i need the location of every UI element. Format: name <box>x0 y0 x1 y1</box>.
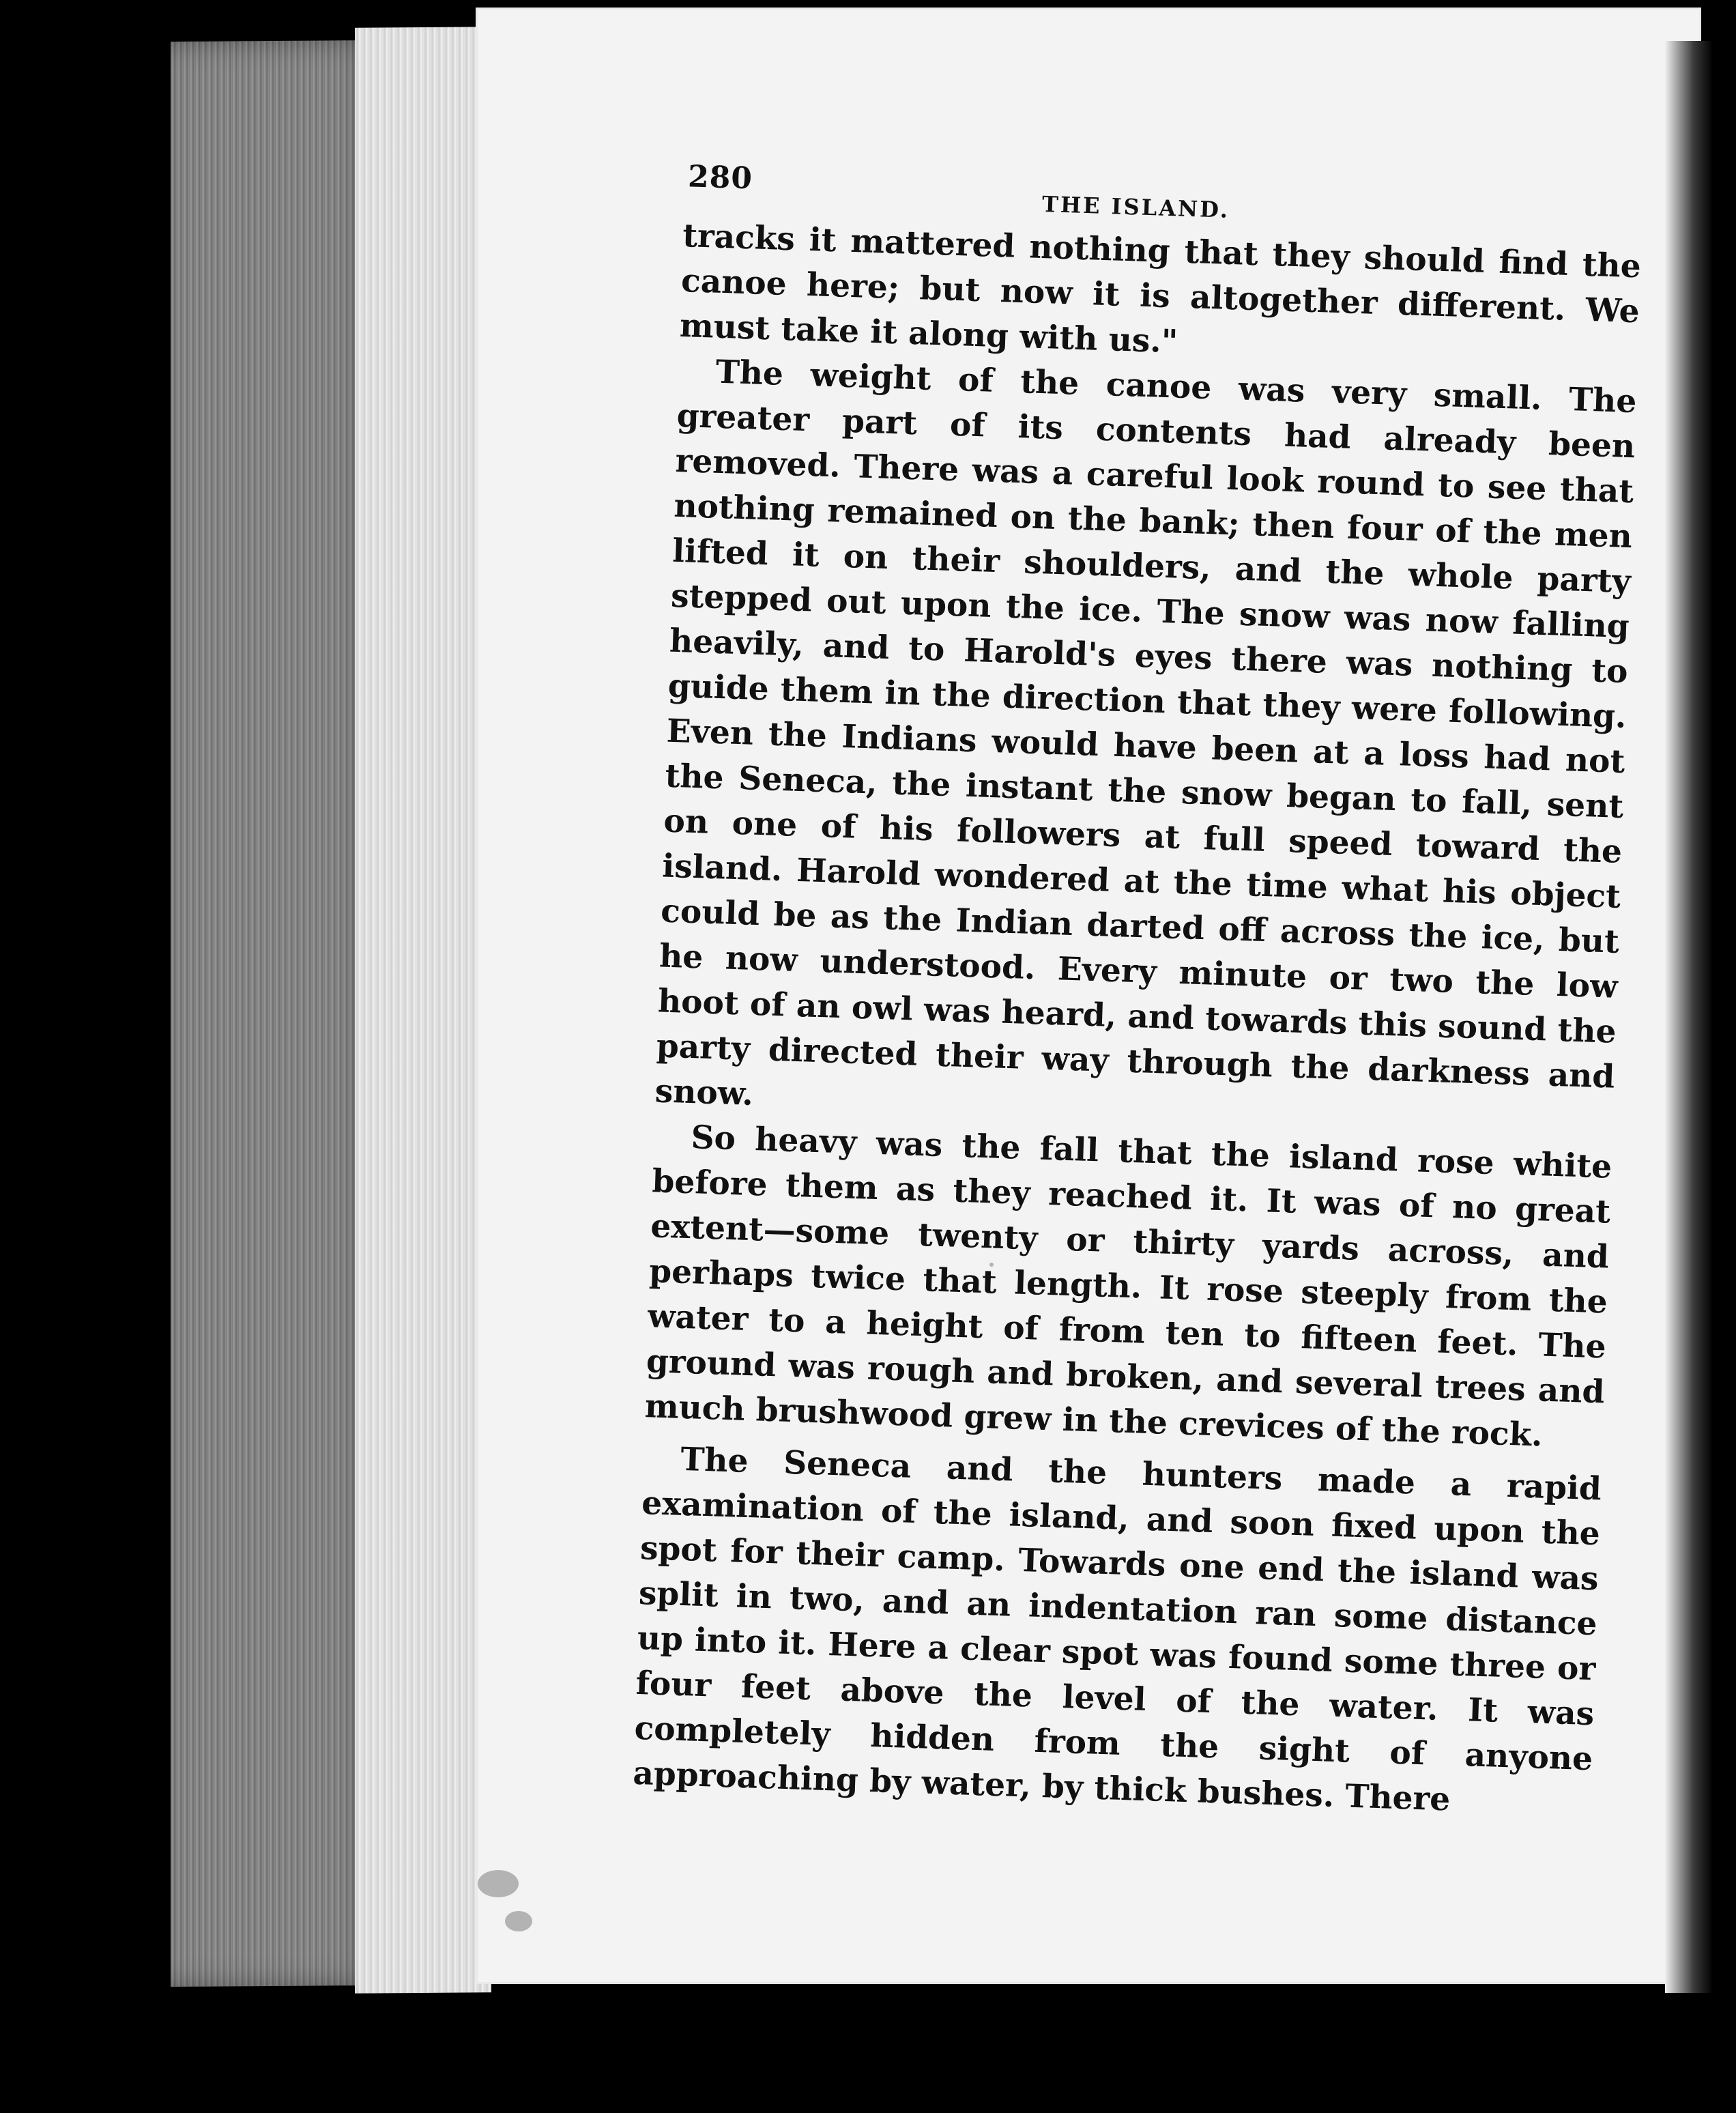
body-text <box>633 214 1642 1827</box>
scan-speck <box>505 1911 532 1931</box>
page-number: 280 <box>687 159 753 197</box>
paragraph-continuation: tracks it mattered nothing that they should find the canoe here; but now it is altogether different. We must take it along with us." <box>679 217 1642 361</box>
running-title: THE ISLAND. <box>1041 190 1230 223</box>
page-edges <box>355 27 491 1993</box>
paragraph: The weight of the canoe was very small. The greater part of its contents had already been removed. There was a careful look round to see that nothing remained on the bank; then four of the men lifted it on their shoulders, and the whole party stepped out upon the ice. The snow was now falling heavily, and to Harold's eyes there was nothing to guide them in the direction that they were following. Even the Indians would have been at a loss had not the Seneca, the instant the snow began to fall, sent on one of his followers at full speed toward the island. Harold wondered at the time what his object could be as the Indian darted off across the ice, but he now understood. Every minute or two the low hoot of an owl was heard, and towards this sound the party directed their way through the darkness and snow. <box>654 353 1638 1113</box>
book-page-stack <box>171 40 375 1987</box>
gutter-shadow <box>1665 41 1713 1993</box>
page-content <box>568 136 1651 1827</box>
scan-speck <box>478 1870 519 1897</box>
paragraph: The Seneca and the hunters made a rapid examination of the island, and soon fixed upon the spot for their camp. Towards one end the island was split in two, and an indentation ran some distance up into it. Here a clear spot was found some three or four feet above the level of the water. It was completely hidden from the sight of anyone approaching by water, by thick bushes. There <box>632 1440 1602 1819</box>
paragraph: So heavy was the fall that the island rose white before them as they reached it. It was of no great extent—some twenty or thirty yards across, and perhaps twice that length. It rose steeply from the water to a height of from ten to fifteen feet. The ground was rough and broken, and several trees and much brushwood grew in the crevices of the rock. <box>644 1119 1612 1454</box>
